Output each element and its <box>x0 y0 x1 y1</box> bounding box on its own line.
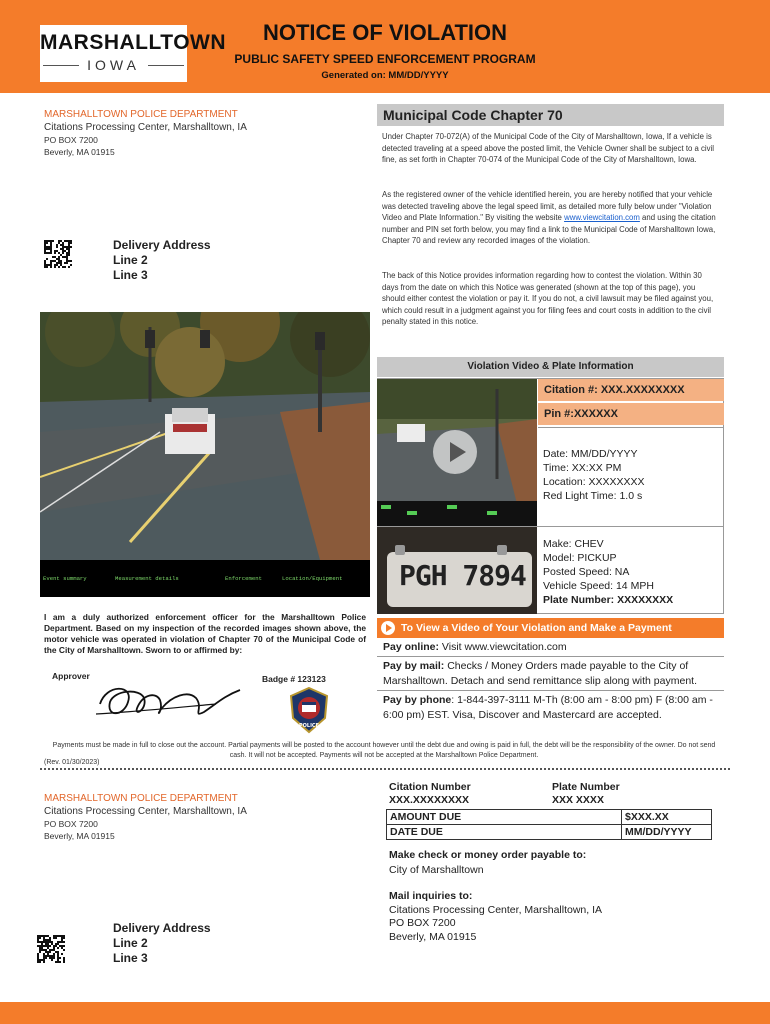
code-paragraph-2 <box>382 189 720 247</box>
officer-statement: I am a duly authorized enforcement officer for the Marshalltown Police Department. Based on my inspection of the recorded images shown above, the motor vehicle was operated in violation of Chapter 70 of the Municipal Code of the City of Marshalltown. Sworn to or affirmed by: <box>44 612 366 655</box>
sender-dept: MARSHALLTOWN POLICE DEPARTMENT <box>44 109 238 120</box>
sender-line2: PO BOX 7200 <box>44 135 98 145</box>
inquiries-line2: PO BOX 7200 <box>389 917 456 929</box>
strip-labels <box>43 575 359 583</box>
strip-label-enforce: Enforcement <box>225 575 262 582</box>
strip-label-event: Event summary <box>43 575 87 582</box>
delivery-address <box>113 238 211 283</box>
vehicle-details <box>543 537 673 607</box>
slip-sender-line3: Beverly, MA 01915 <box>44 831 115 841</box>
plate-number: Plate Number: XXXXXXXX <box>543 594 674 606</box>
generated-date: Generated on: MM/DD/YYYY <box>321 70 449 81</box>
divider <box>538 427 724 428</box>
payment-notice: Payments must be made in full to close out the account. Partial payments will be posted to the account however until the debt due and owing is paid in full, the debt will be the responsibility of the owner. Do not send cash. It will not be accepted. Payments will not be accepted at the Marshalltown Police Department. <box>52 742 716 759</box>
slip-qr-code <box>37 934 65 964</box>
inquiries-line1: Citations Processing Center, Marshalltown, IA <box>389 903 603 916</box>
pay-mail <box>377 657 724 691</box>
slip-sender-line1: Citations Processing Center, Marshalltown, IA <box>44 806 247 817</box>
strip-label-location: Location/Equipment <box>282 575 343 582</box>
payable-value: City of Marshalltown <box>389 864 484 876</box>
due-row <box>387 825 712 840</box>
tear-line <box>40 768 730 770</box>
citation-number: Citation #: XXX.XXXXXXXX <box>538 379 724 401</box>
pay-phone <box>377 691 724 736</box>
pay-phone-text: : 1-844-397-3111 M-Th (8:00 am - 8:00 pm) F (8:00 am - 6:00 pm) EST. Visa, Discover and Mastercard are accepted. <box>383 694 713 721</box>
intersection-photo <box>40 312 370 597</box>
plate-text: PGH 7894 <box>399 559 526 592</box>
video-thumbnail[interactable] <box>377 379 537 526</box>
footer-band <box>0 1002 770 1024</box>
slip-plate-value: XXX XXXX <box>552 794 604 806</box>
slip-citation-value: XXX.XXXXXXXX <box>389 794 469 806</box>
sender-line1: Citations Processing Center, Marshalltown, IA <box>44 122 247 133</box>
plate-photo <box>377 527 537 614</box>
violation-date: Date: MM/DD/YYYY <box>543 448 638 460</box>
pay-mail-label: Pay by mail: <box>383 660 445 672</box>
slip-plate-label: Plate Number <box>552 781 620 793</box>
arrow-right-glyph <box>381 621 395 635</box>
payment-bar-label: To View a Video of Your Violation and Make a Payment <box>401 622 672 634</box>
slip-citation-label: Citation Number <box>389 781 471 793</box>
signature <box>92 678 252 724</box>
slip-delivery-address <box>113 921 211 966</box>
code-paragraph-1: Under Chapter 70-072(A) of the Municipal Code of the City of Marshalltown, Iowa, If a vehicle is detected traveling at a speed above the posted limit, the Vehicle Owner shall be subject to a civil fine, as set forth in Chapter 70-074 of the Municipal Code of the City of Marshalltown, Iowa. <box>382 132 714 164</box>
page-subtitle: PUBLIC SAFETY SPEED ENFORCEMENT PROGRAM <box>234 52 536 66</box>
arrow-right-icon <box>381 621 395 635</box>
violation-time: Time: XX:XX PM <box>543 462 622 474</box>
posted-speed: Posted Speed: NA <box>543 566 630 578</box>
play-icon[interactable] <box>433 430 477 474</box>
due-value: MM/DD/YYYY <box>622 825 712 840</box>
slip-citation <box>389 781 471 807</box>
pay-mail-text: Checks / Money Orders made payable to the City of Marshalltown. Detach and send remittance slip along with payment. <box>383 660 697 687</box>
revision-date: (Rev. 01/30/2023) <box>44 759 100 766</box>
delivery-line1: Delivery Address <box>113 238 211 252</box>
slip-plate <box>552 781 620 807</box>
code-heading: Municipal Code Chapter 70 <box>377 104 724 126</box>
viewcitation-link[interactable]: www.viewcitation.com <box>564 213 640 222</box>
inquiries-label: Mail inquiries to: <box>389 890 473 902</box>
page-title: NOTICE OF VIOLATION <box>262 20 508 45</box>
due-label: DATE DUE <box>387 825 622 840</box>
code-paragraph-3: The back of this Notice provides information regarding how to contest the violation. Within 30 days from the date on which this Notice was generated (shown at the top of this page), you should either contest the violation or pay it. If you do not, a civil lawsuit may be filed against you, which could result in a judgment against you for filing fees and court costs in addition to the civil penalty stated in this notice. <box>382 271 714 326</box>
amount-row <box>387 810 712 825</box>
violation-heading: Violation Video & Plate Information <box>377 357 724 377</box>
pay-online[interactable] <box>377 638 724 657</box>
slip-sender-line2: PO BOX 7200 <box>44 819 98 829</box>
play-triangle-icon <box>433 430 477 474</box>
seal-text: POLICE <box>298 723 320 729</box>
inquiries-line3: Beverly, MA 01915 <box>389 930 477 943</box>
vehicle-speed: Vehicle Speed: 14 MPH <box>543 580 654 592</box>
violation-photo <box>40 312 370 597</box>
payable-label: Make check or money order payable to: <box>389 849 587 861</box>
redlight-time: Red Light Time: 1.0 s <box>543 490 643 502</box>
delivery-line2: Line 2 <box>113 253 148 267</box>
pay-online-text: Visit www.viewcitation.com <box>439 641 567 653</box>
slip-sender-dept: MARSHALLTOWN POLICE DEPARTMENT <box>44 793 238 804</box>
police-badge-seal <box>287 686 331 734</box>
vehicle-model: Model: PICKUP <box>543 552 617 564</box>
qr-code <box>44 239 72 269</box>
logo-bottom-text: IOWA <box>87 57 140 73</box>
code-p2-after: and using the citation number and PIN set forth below, you may find a link to the Municipal Code of Marshalltown Iowa, Chapter 70 and review any recorded images of the violation. <box>382 213 716 245</box>
payable-to <box>389 848 586 878</box>
sender-address <box>44 109 247 157</box>
pay-online-label: Pay online: <box>383 641 440 653</box>
badge-number: Badge # 123123 <box>262 674 326 684</box>
violation-details <box>543 447 645 503</box>
sender-line3: Beverly, MA 01915 <box>44 147 115 157</box>
amount-label: AMOUNT DUE <box>387 810 622 825</box>
photo-data-strip <box>43 560 359 597</box>
mail-inquiries <box>389 890 602 944</box>
pay-phone-label: Pay by phone <box>383 694 452 706</box>
slip-delivery-line2: Line 2 <box>113 936 148 950</box>
strip-label-measure: Measurement details <box>115 575 179 582</box>
vehicle-make: Make: CHEV <box>543 538 604 550</box>
slip-delivery-line1: Delivery Address <box>113 921 211 935</box>
slip-sender-address <box>44 793 247 841</box>
slip-delivery-line3: Line 3 <box>113 951 148 965</box>
approver-label: Approver <box>52 671 90 681</box>
delivery-line3: Line 3 <box>113 268 148 282</box>
pin-number: Pin #:XXXXXX <box>538 403 724 425</box>
code-p2-before: As the registered owner of the vehicle identified herein, you are hereby notified that your vehicle was detected traveling above the legal speed limit, as detailed more fully below under "Violation Video and Plate Information." By visiting the website <box>382 190 713 222</box>
payment-bar[interactable] <box>377 618 724 638</box>
violation-location: Location: XXXXXXXX <box>543 476 645 488</box>
amount-value: $XXX.XX <box>622 810 712 825</box>
amount-table <box>386 809 712 840</box>
logo-top-text: MARSHALLTOWN <box>40 31 227 54</box>
